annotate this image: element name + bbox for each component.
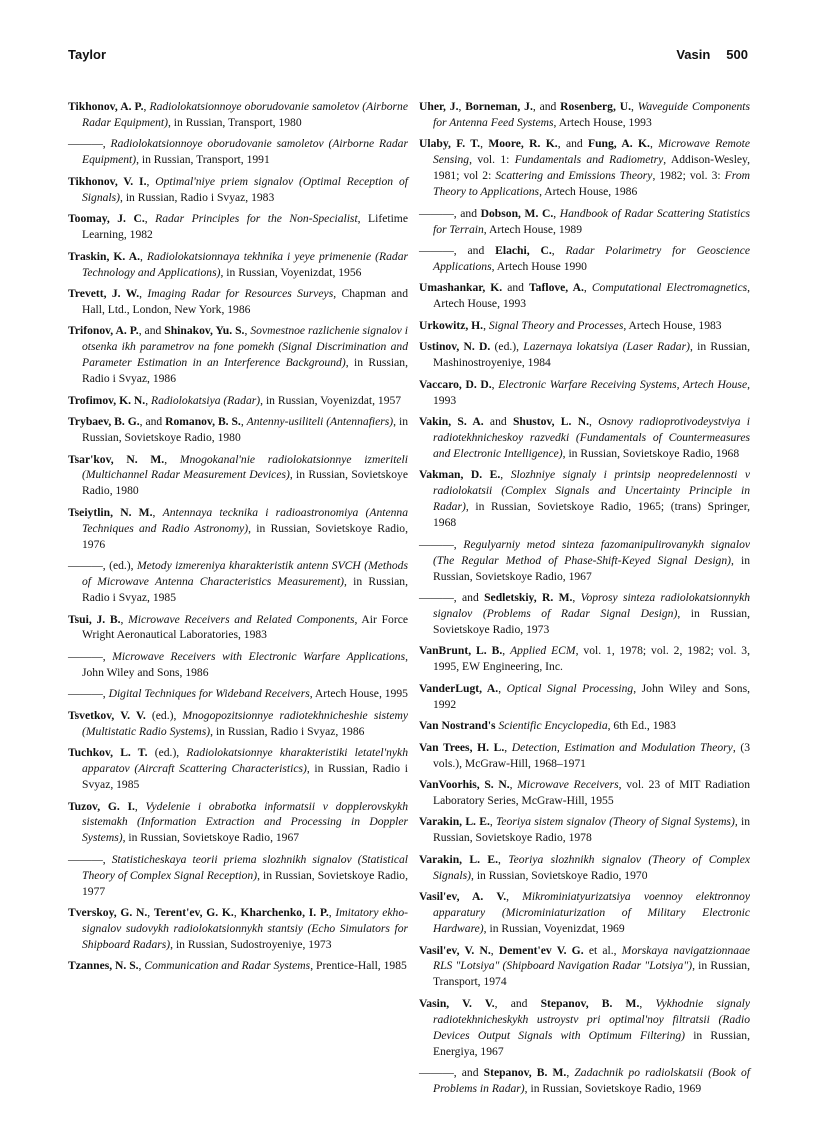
- author-name: Stepanov, B. M.: [483, 1066, 567, 1080]
- work-title: Vydelenie i obrabotka informatsii v dopplerovskykh sistemakh (Information Extraction and Processing in Doppler Systems): [82, 799, 408, 845]
- work-title: Radiolokatsionnoye oborudovanie samoletov (Airborne Radar Equipment): [82, 100, 408, 129]
- citation-text: , Chapman and Hall, Ltd., London, New York, 1986: [82, 287, 409, 316]
- citation-text: , in Russian, Voyenizdat, 1969: [483, 922, 625, 936]
- author-name: Moore, R. K.: [488, 137, 558, 151]
- citation-text: ,: [483, 318, 489, 332]
- citation-text: ,: [498, 852, 509, 866]
- citation-text: , in Russian, Sovietskoye Radio, 1980: [82, 415, 409, 445]
- citation-text: , and: [557, 137, 589, 151]
- bibliography-entry: [419, 740, 750, 772]
- author-name: Rosenberg, U.: [560, 100, 631, 113]
- work-title: Communication and Radar Systems: [144, 959, 311, 973]
- citation-text: , in Russian, Sovietskoye Radio, 1967: [122, 831, 300, 845]
- author-name: Kharchenko, I. P.: [240, 906, 329, 920]
- work-title: Digital Techniques for Wideband Receivers: [108, 687, 310, 701]
- work-title: Handbook of Radar Scattering Statistics for Terrain: [433, 206, 751, 236]
- citation-text: , Artech House, 1983: [623, 318, 722, 332]
- citation-text: ,: [152, 505, 163, 519]
- citation-text: ,: [144, 212, 156, 226]
- citation-text: ,: [649, 137, 659, 151]
- citation-text: , Artech House, 1993: [433, 281, 751, 311]
- author-name: Trifonov, A. P.: [68, 324, 139, 338]
- author-name: Tikhonov, V. I.: [68, 174, 147, 188]
- author-name: Vakman, D. E.: [419, 468, 501, 482]
- bibliography-entry: [419, 377, 750, 409]
- citation-text: ,: [566, 1066, 575, 1080]
- author-name: Umashankar, K.: [419, 281, 503, 295]
- author-name: Sedletskiy, R. M.: [484, 591, 573, 604]
- citation-text: , in Russian, Sovietskoye Radio, 1969: [524, 1082, 702, 1095]
- bibliography-entry: [68, 745, 408, 793]
- citation-text: , Air Force Wright Aeronautical Laboratories, 1983: [82, 612, 408, 642]
- bibliography-entry: [68, 249, 408, 281]
- work-title: Optical Signal Processing: [506, 681, 634, 695]
- bibliography-entry: [68, 505, 408, 553]
- citation-text: , and: [494, 996, 541, 1010]
- author-name: Vasil'ev, A. V.: [419, 890, 507, 904]
- work-title: Statisticheskaya teorii priema slozhnikh signalov (Statistical Theory of Complex Signal Reception): [82, 852, 408, 882]
- citation-text: , and: [138, 324, 165, 338]
- citation-text: , in Russian, Voyenizdat, 1956: [220, 265, 362, 279]
- citation-text: ,: [164, 452, 180, 466]
- citation-text: , 1993: [433, 377, 750, 407]
- work-title: Sovmestnoe razlichenie signalov i otsenka ikh parametrov na fone pomekh (Signal Discrimination and Parameter Estimation in an Interference Background): [82, 324, 409, 370]
- author-name: Elachi, C.: [495, 244, 552, 258]
- citation-text: , in Russian, Radio i Svyaz, 1986: [210, 724, 365, 738]
- bibliography-entry: [419, 467, 750, 531]
- citation-text: and: [502, 281, 530, 295]
- citation-text: , in Russian, Sovietskoye Radio, 1978: [433, 815, 750, 845]
- header-left-term: Taylor: [68, 47, 107, 62]
- citation-text: ,: [551, 244, 566, 258]
- citation-text: ,: [138, 959, 145, 973]
- bibliography-entry: [68, 686, 408, 702]
- work-title: Microwave Receivers: [517, 778, 619, 792]
- work-title: Regulyarniy metod sinteza fazomanipulirovanykh signalov (The Regular Method of Phase-Shift-Keyed Signal Design): [433, 537, 751, 567]
- citation-text: ,: [147, 906, 154, 920]
- citation-text: ———,: [419, 537, 464, 551]
- bibliography-entry: [419, 414, 750, 462]
- citation-text: , in Russian, Radio i Svyaz, 1986: [82, 356, 408, 386]
- work-title: Applied ECM: [510, 644, 576, 658]
- bibliography-entry: [419, 889, 750, 937]
- bibliography-entry: [68, 452, 408, 500]
- citation-text: , in Russian, Sovietskoye Radio, 1980: [82, 468, 408, 498]
- work-title: Vykhodnie signaly radiotekhnicheskykh ustroystv pri optimal'noy filtratsii (Radio Devices Output Signals with Optimum Filtering): [433, 996, 750, 1042]
- citation-text: ,: [498, 681, 507, 695]
- bibliography-entry: [419, 643, 750, 675]
- citation-text: , in Russian, Transport, 1974: [433, 959, 750, 989]
- author-name: Shinakov, Yu. S.: [164, 324, 245, 338]
- citation-text: ,: [489, 815, 497, 829]
- bibliography-entry: [68, 958, 408, 974]
- work-title: Zadachnik po radiolskatsii (Book of Problems in Radar): [433, 1066, 751, 1095]
- work-title: Teoriya slozhnikh signalov (Theory of Complex Signals): [433, 852, 750, 882]
- bibliography-entry: [419, 777, 750, 809]
- author-name: Tsui, J. B.: [68, 612, 121, 626]
- citation-text: , Lifetime Learning, 1982: [82, 212, 408, 242]
- citation-text: , (3 vols.), McGraw-Hill, 1968–1971: [433, 740, 751, 770]
- citation-text: , and: [139, 415, 166, 429]
- citation-text: ,: [146, 174, 156, 188]
- citation-text: ,: [328, 906, 336, 920]
- citation-text: ,: [502, 644, 511, 658]
- bibliography-entry: [419, 537, 750, 585]
- work-title: Signal Theory and Processes: [488, 318, 624, 332]
- citation-text: ,: [139, 287, 148, 301]
- bibliography-entry: [68, 558, 408, 606]
- work-title: Imitatory ekho-signalov sudovykh radiolokatsionnykh stantsiy (Echo Simulators for Shipboard Radars): [82, 906, 409, 951]
- author-name: Vaccaro, D. D.: [419, 377, 492, 391]
- citation-text: , in Russian, Sovietskoye Radio, 1977: [82, 868, 408, 898]
- citation-text: , John Wiley and Sons, 1986: [82, 649, 409, 679]
- citation-text: , in Russian, Sovietskoye Radio, 1965; (trans) Springer, 1968: [433, 500, 750, 530]
- work-title: Morskaya navigatzionnaae RLS "Lotsiya" (Shipboard Navigation Radar "Lotsiya"): [433, 943, 751, 973]
- work-title: Radiolokatsionnoye oborudovanie samoletov (Airborne Radar Equipment): [82, 137, 408, 167]
- bibliography-entry: [68, 905, 408, 953]
- author-name: Romanov, B. S.: [165, 415, 241, 429]
- bibliography-entry: [68, 99, 408, 131]
- author-name: Dobson, M. C.: [480, 206, 554, 220]
- citation-text: ,: [490, 943, 499, 957]
- citation-text: ,: [140, 249, 147, 263]
- work-title: Slozhniye signaly i printsip neopredelennosti v radiolokatsii (Complex Signals and Uncertainty Principle in Radar): [433, 468, 751, 514]
- author-name: Uher, J.: [419, 100, 459, 113]
- citation-text: , in Russian, Sudostroyeniye, 1973: [170, 937, 332, 951]
- citation-text: ———, (ed.),: [68, 559, 137, 573]
- author-name: Dement'ev V. G.: [498, 943, 584, 957]
- citation-text: ———,: [68, 852, 112, 866]
- author-name: Tikhonov, A. P.: [68, 100, 144, 113]
- bibliography-entry: [68, 414, 408, 446]
- citation-text: , Artech House, 1986: [539, 185, 638, 199]
- citation-text: ———,: [68, 687, 109, 701]
- work-title: Waveguide Components for Antenna Feed Systems: [433, 100, 750, 129]
- citation-text: ———, and: [419, 1066, 484, 1080]
- bibliography-entry: [419, 339, 750, 371]
- author-name: VanderLugt, A.: [419, 681, 499, 695]
- citation-text: ,: [134, 799, 146, 813]
- work-title: Microwave Receivers and Related Components: [128, 612, 355, 626]
- author-name: Vasin, V. V.: [419, 996, 495, 1010]
- work-title: Radiolokatsionnye kharakteristiki letatel'nykh apparatov (Aircraft Scattering Characteristics): [82, 746, 408, 776]
- citation-text: and: [483, 415, 513, 429]
- citation-text: ,: [504, 740, 512, 754]
- citation-text: (ed.),: [145, 708, 183, 722]
- citation-text: (ed.),: [147, 746, 187, 760]
- bibliography-entry: [68, 852, 408, 900]
- work-title: Detection, Estimation and Modulation Theory: [511, 740, 733, 754]
- citation-text: ———, and: [419, 206, 481, 220]
- header-right: [676, 47, 748, 62]
- bibliography-entry: [419, 943, 750, 991]
- author-name: Urkowitz, H.: [419, 318, 484, 332]
- work-title: Microwave Receivers with Electronic Warfare Applications: [112, 649, 406, 663]
- citation-text: ,: [120, 612, 129, 626]
- citation-text: , and: [532, 100, 561, 113]
- author-name: Tzannes, N. S.: [68, 959, 139, 973]
- citation-text: ,: [639, 996, 656, 1010]
- citation-text: ,: [233, 906, 241, 920]
- bibliography-entry: [68, 211, 408, 243]
- author-name: Tverskoy, G. N.: [68, 906, 148, 920]
- author-name: Tsvetkov, V. V.: [68, 708, 146, 722]
- citation-text: ,: [500, 468, 511, 482]
- author-name: Trybaev, B. G.: [68, 415, 140, 429]
- citation-text: ,: [572, 591, 581, 604]
- citation-text: ,: [480, 137, 489, 151]
- citation-text: , 1982; vol. 3:: [652, 169, 725, 183]
- work-title: Optimal'niye priem signalov (Optimal Reception of Signals): [82, 174, 408, 204]
- author-name: Vakin, S. A.: [419, 415, 484, 429]
- bibliography-entry: [68, 649, 408, 681]
- work-title: Mnogopozitsionnye radiotekhnicheshie sistemy (Multistatic Radio Systems): [82, 708, 408, 738]
- citation-text: (ed.),: [490, 340, 524, 354]
- citation-text: ,: [553, 206, 560, 220]
- citation-text: , in Russian, Sovietskoye Radio, 1970: [471, 868, 648, 882]
- citation-text: , in Russian, Sovietskoye Radio, 1967: [433, 553, 750, 583]
- bibliography-entry: [68, 286, 408, 318]
- bibliography-entry: [68, 708, 408, 740]
- citation-text: , 6th Ed., 1983: [607, 719, 676, 733]
- citation-text: , vol. 1, 1978; vol. 2, 1982; vol. 3, 1995, EW Engineering, Inc.: [433, 644, 751, 674]
- left-column: [68, 99, 408, 980]
- citation-text: ,: [240, 415, 247, 429]
- citation-text: , in Russian, Radio i Svyaz, 1985: [82, 575, 408, 604]
- header-right-term: Vasin: [676, 47, 711, 62]
- work-title: Radar Polarimetry for Geoscience Applications: [433, 244, 750, 273]
- citation-text: ,: [631, 100, 638, 113]
- citation-text: , in Russian, Sovietskoye Radio, 1976: [82, 521, 408, 551]
- work-title: Radar Principles for the Non-Specialist: [155, 212, 358, 226]
- citation-text: ,: [509, 778, 518, 792]
- bibliography-entry: [419, 99, 750, 131]
- work-title: Radiolokatsionnaya tekhnika i yeye primenenie (Radar Technology and Applications): [82, 249, 409, 279]
- work-title: Mikrominiatyurizatsiya voennoy elektronnoy apparatury (Microminiaturization of Military Electronic Hardware): [433, 890, 750, 936]
- work-title: Scientific Encyclopedia: [498, 719, 608, 733]
- citation-text: , John Wiley and Sons, 1992: [433, 681, 751, 711]
- citation-text: ,: [143, 100, 150, 113]
- bibliography-entry: [419, 318, 750, 334]
- author-name: Trofimov, K. N.: [68, 393, 146, 407]
- author-name: Traskin, K. A.: [68, 249, 140, 263]
- author-name: Tuzov, G. I.: [68, 799, 135, 813]
- citation-text: , vol. 1:: [469, 153, 515, 167]
- citation-text: , in Russian, Mashinostroyeniye, 1984: [433, 340, 750, 370]
- work-title: Teoriya sistem signalov (Theory of Signal Systems): [496, 815, 735, 829]
- citation-text: ,: [588, 415, 599, 429]
- work-title: Computational Electromagnetics: [591, 281, 748, 295]
- citation-text: , in Russian, Radio i Svyaz, 1983: [120, 190, 275, 204]
- citation-text: ———,: [68, 137, 111, 151]
- work-title: Fundamentals and Radiometry: [514, 153, 664, 167]
- work-title: Radiolokatsiya (Radar): [150, 393, 261, 407]
- author-name: Fung, A. K.: [588, 137, 650, 151]
- bibliography-entry: [68, 323, 408, 387]
- citation-text: ———,: [68, 649, 113, 663]
- citation-text: , Artech House, 1995: [309, 687, 408, 701]
- citation-text: , Artech House 1990: [491, 259, 587, 273]
- bibliography-entry: [419, 1065, 750, 1097]
- author-name: Van Nostrand's: [419, 719, 496, 733]
- work-title: Lazernaya lokatsiya (Laser Radar): [523, 340, 690, 354]
- author-name: Trevett, J. W.: [68, 287, 140, 301]
- citation-text: , in Russian, Sovietskoye Radio, 1968: [562, 446, 740, 460]
- bibliography-entry: [68, 612, 408, 644]
- author-name: Taflove, A.: [529, 281, 584, 295]
- bibliography-entry: [68, 174, 408, 206]
- author-name: Varakin, L. E.: [419, 815, 490, 829]
- bibliography-entry: [68, 799, 408, 847]
- author-name: Tseiytlin, N. M.: [68, 505, 153, 519]
- citation-text: ———, and: [419, 591, 485, 604]
- author-name: VanBrunt, L. B.: [419, 644, 503, 658]
- author-name: Terent'ev, G. K.: [153, 906, 234, 920]
- work-title: Electronic Warfare Receiving Systems, Artech House: [498, 377, 748, 391]
- author-name: Ulaby, F. T.: [419, 137, 481, 151]
- bibliography-entry: [419, 996, 750, 1060]
- work-title: Microwave Remote Sensing: [433, 137, 751, 167]
- work-title: Scattering and Emissions Theory: [495, 169, 653, 183]
- author-name: Borneman, J.: [465, 100, 533, 113]
- author-name: VanVoorhis, S. N.: [419, 778, 510, 792]
- right-column: [419, 99, 750, 1103]
- citation-text: ,: [491, 377, 499, 391]
- bibliography-entry: [419, 206, 750, 238]
- citation-text: , in Russian, Transport, 1980: [167, 115, 302, 129]
- citation-text: ,: [244, 324, 251, 338]
- citation-text: et al.,: [583, 943, 622, 957]
- citation-text: in Russian, Energiya, 1967: [433, 1028, 750, 1058]
- running-header: [68, 47, 748, 67]
- bibliography-entry: [419, 136, 750, 200]
- bibliography-entry: [419, 243, 750, 275]
- citation-text: ,: [458, 100, 466, 113]
- citation-text: ,: [506, 890, 523, 904]
- citation-text: , Prentice-Hall, 1985: [310, 959, 407, 973]
- author-name: Vasil'ev, V. N.: [419, 943, 491, 957]
- citation-text: , Artech House, 1993: [553, 115, 652, 129]
- citation-text: , Artech House, 1989: [483, 222, 583, 236]
- bibliography-entry: [419, 814, 750, 846]
- citation-text: ,: [145, 393, 151, 407]
- work-title: Imaging Radar for Resources Surveys: [147, 287, 334, 301]
- page-number: 500: [726, 47, 748, 62]
- work-title: Metody izmereniya kharakteristik antenn SVCH (Methods of Microwave Antenna Characteristics Measurement): [82, 559, 408, 589]
- work-title: Voprosy sinteza radiolokatsionnykh signalov (Problems of Radar Signal Design): [433, 591, 751, 620]
- bibliography-entry: [419, 852, 750, 884]
- bibliography-entry: [68, 136, 408, 168]
- citation-text: ,: [583, 281, 592, 295]
- citation-text: , in Russian, Transport, 1991: [136, 153, 270, 167]
- author-name: Toomay, J. C.: [68, 212, 145, 226]
- citation-text: , in Russian, Radio i Svyaz, 1985: [82, 762, 408, 792]
- author-name: Ustinov, N. D.: [419, 340, 491, 354]
- bibliography-entry: [68, 393, 408, 409]
- author-name: Varakin, L. E.: [419, 852, 499, 866]
- bibliography-entry: [419, 718, 750, 734]
- bibliography-entry: [419, 590, 750, 638]
- author-name: Stepanov, B. M.: [540, 996, 640, 1010]
- citation-text: , vol. 23 of MIT Radiation Laboratory Series, McGraw-Hill, 1955: [433, 778, 751, 807]
- citation-text: ———, and: [419, 244, 496, 258]
- citation-text: , Addison-Wesley, 1981; vol 2:: [433, 153, 751, 183]
- work-title: Osnovy radioprotivodeystviya i radiotekhnicheskoy razvedki (Fundamentals of Countermeasures and Electronic Intelligence): [433, 415, 750, 460]
- work-title: Antenny-usiliteli (Antennafiers): [246, 415, 394, 429]
- work-title: From Theory to Applications: [433, 169, 750, 199]
- author-name: Shustov, L. N.: [512, 415, 589, 429]
- work-title: Mnogokanal'nie radiolokatsionnye izmeriteli (Multichannel Radar Measurement Devices): [82, 452, 409, 482]
- citation-text: , in Russian, Sovietskoye Radio, 1973: [433, 606, 750, 636]
- author-name: Tsar'kov, N. M.: [68, 452, 165, 466]
- bibliography-entry: [419, 681, 750, 713]
- work-title: Antennaya tecknika i radioastronomiya (Antenna Techniques and Radio Astronomy): [82, 505, 409, 535]
- author-name: Tuchkov, L. T.: [68, 746, 148, 760]
- citation-text: , in Russian, Voyenizdat, 1957: [260, 393, 402, 407]
- author-name: Van Trees, H. L.: [419, 740, 505, 754]
- bibliography-entry: [419, 280, 750, 312]
